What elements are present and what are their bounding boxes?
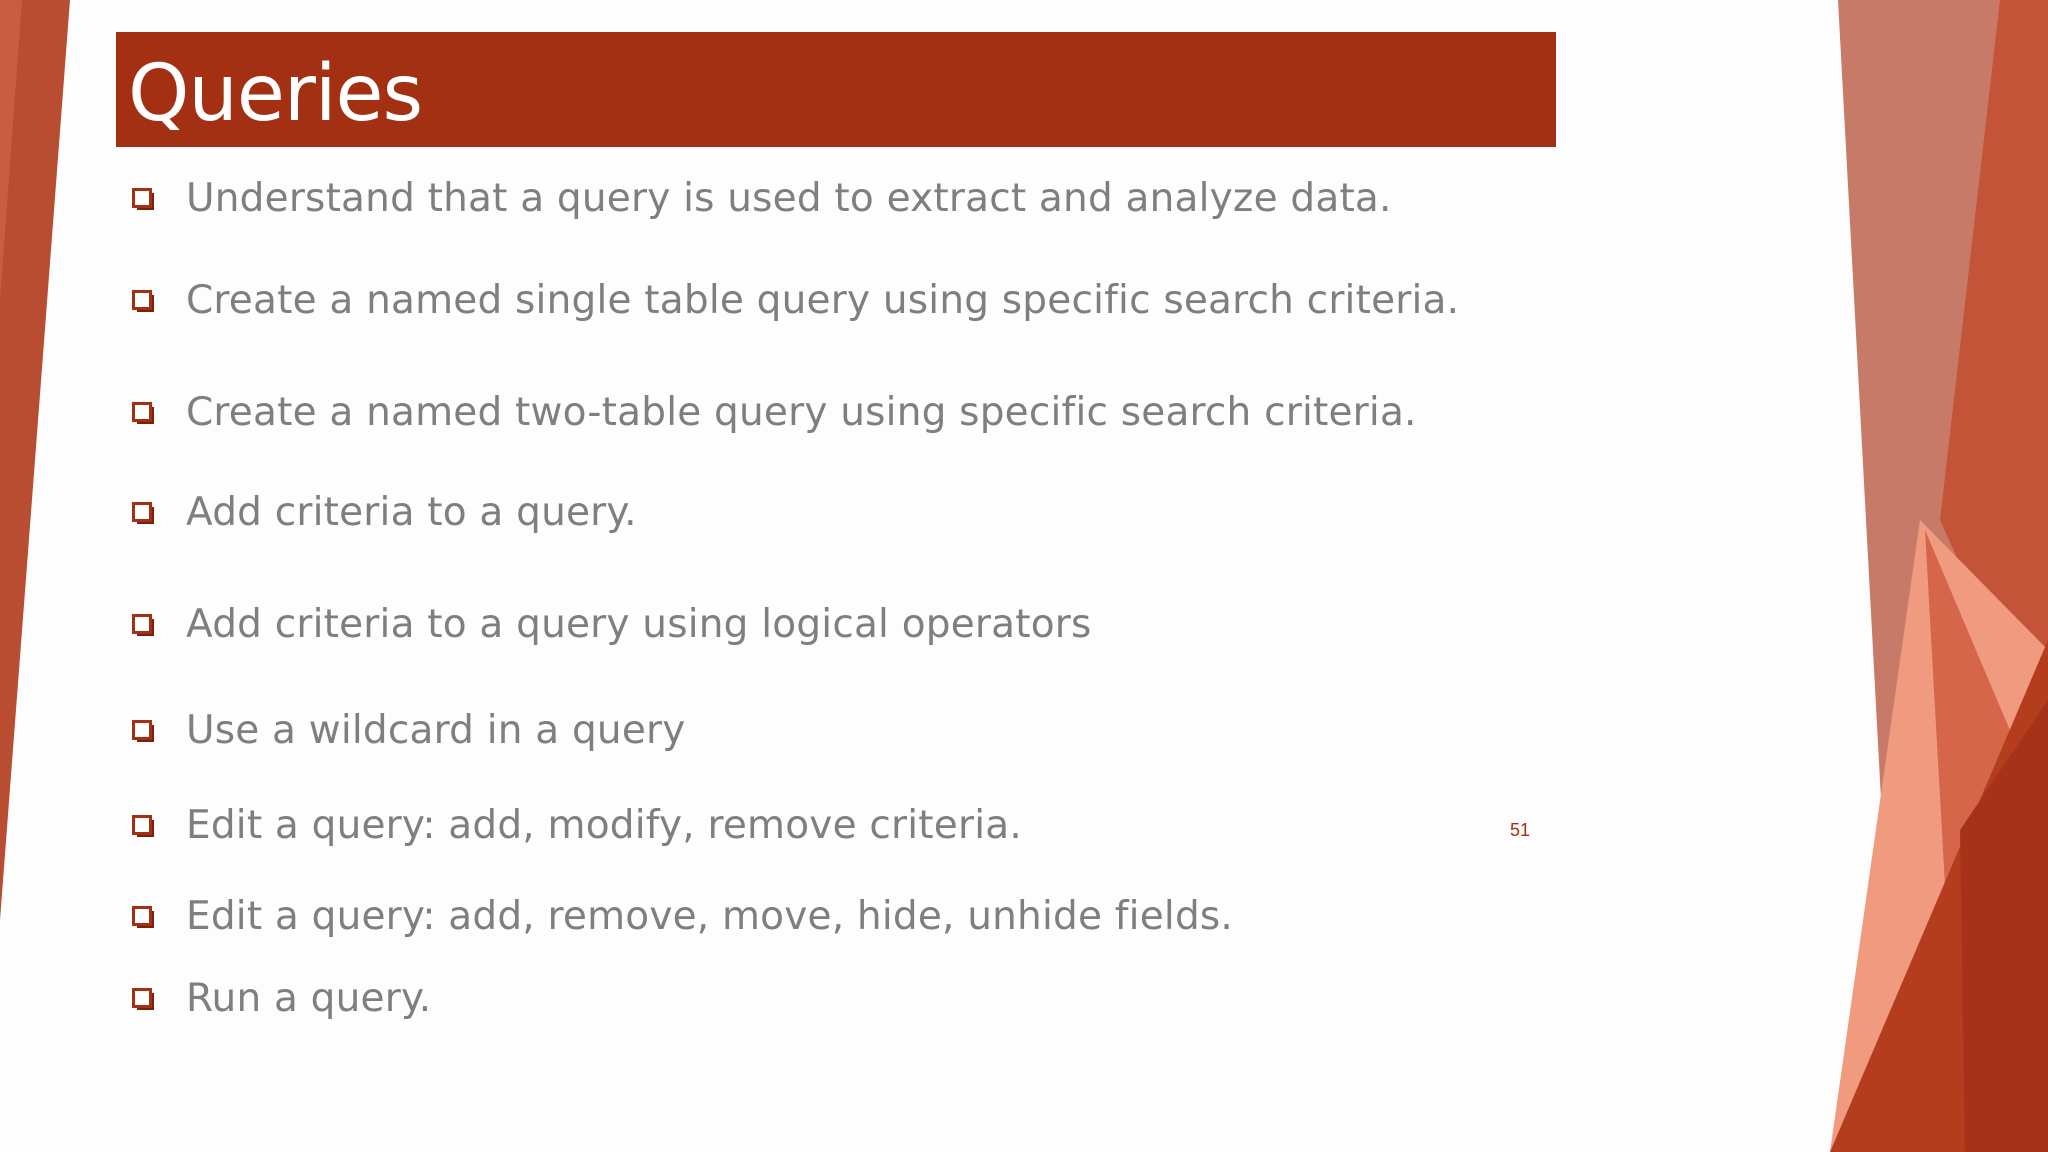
- bullet-item: [132, 482, 637, 542]
- slide-number: 51: [1509, 820, 1531, 840]
- bullet-text: Understand that a query is used to extract and analyze data.: [186, 175, 1392, 221]
- bullet-text: Create a named single table query using specific search criteria.: [186, 277, 1460, 323]
- checkbox-bullet-icon: [132, 402, 152, 422]
- bullet-item: [132, 968, 431, 1028]
- checkbox-bullet-icon: [132, 906, 152, 926]
- bullet-text: Use a wildcard in a query: [186, 707, 686, 753]
- bullet-item: [132, 700, 686, 760]
- checkbox-bullet-icon: [132, 614, 152, 634]
- checkbox-bullet-icon: [132, 188, 152, 208]
- bullet-text: Create a named two-table query using specific search criteria.: [186, 389, 1417, 435]
- bullet-item: [132, 382, 1417, 442]
- bullet-text: Add criteria to a query.: [186, 489, 637, 535]
- checkbox-bullet-icon: [132, 815, 152, 835]
- bullet-item: [132, 886, 1233, 946]
- bullet-item: [132, 795, 1022, 855]
- checkbox-bullet-icon: [132, 720, 152, 740]
- bullet-item: [132, 594, 1092, 654]
- checkbox-bullet-icon: [132, 988, 152, 1008]
- bullet-text: Add criteria to a query using logical operators: [186, 601, 1092, 647]
- bullet-item: [132, 270, 1459, 330]
- bullet-text: Edit a query: add, remove, move, hide, unhide fields.: [186, 893, 1234, 939]
- bullet-text: Edit a query: add, modify, remove criteria.: [186, 802, 1022, 848]
- checkbox-bullet-icon: [132, 290, 152, 310]
- slide-title: Queries: [128, 49, 423, 139]
- bullet-item: [132, 168, 1392, 228]
- bullet-text: Run a query.: [186, 975, 432, 1021]
- checkbox-bullet-icon: [132, 502, 152, 522]
